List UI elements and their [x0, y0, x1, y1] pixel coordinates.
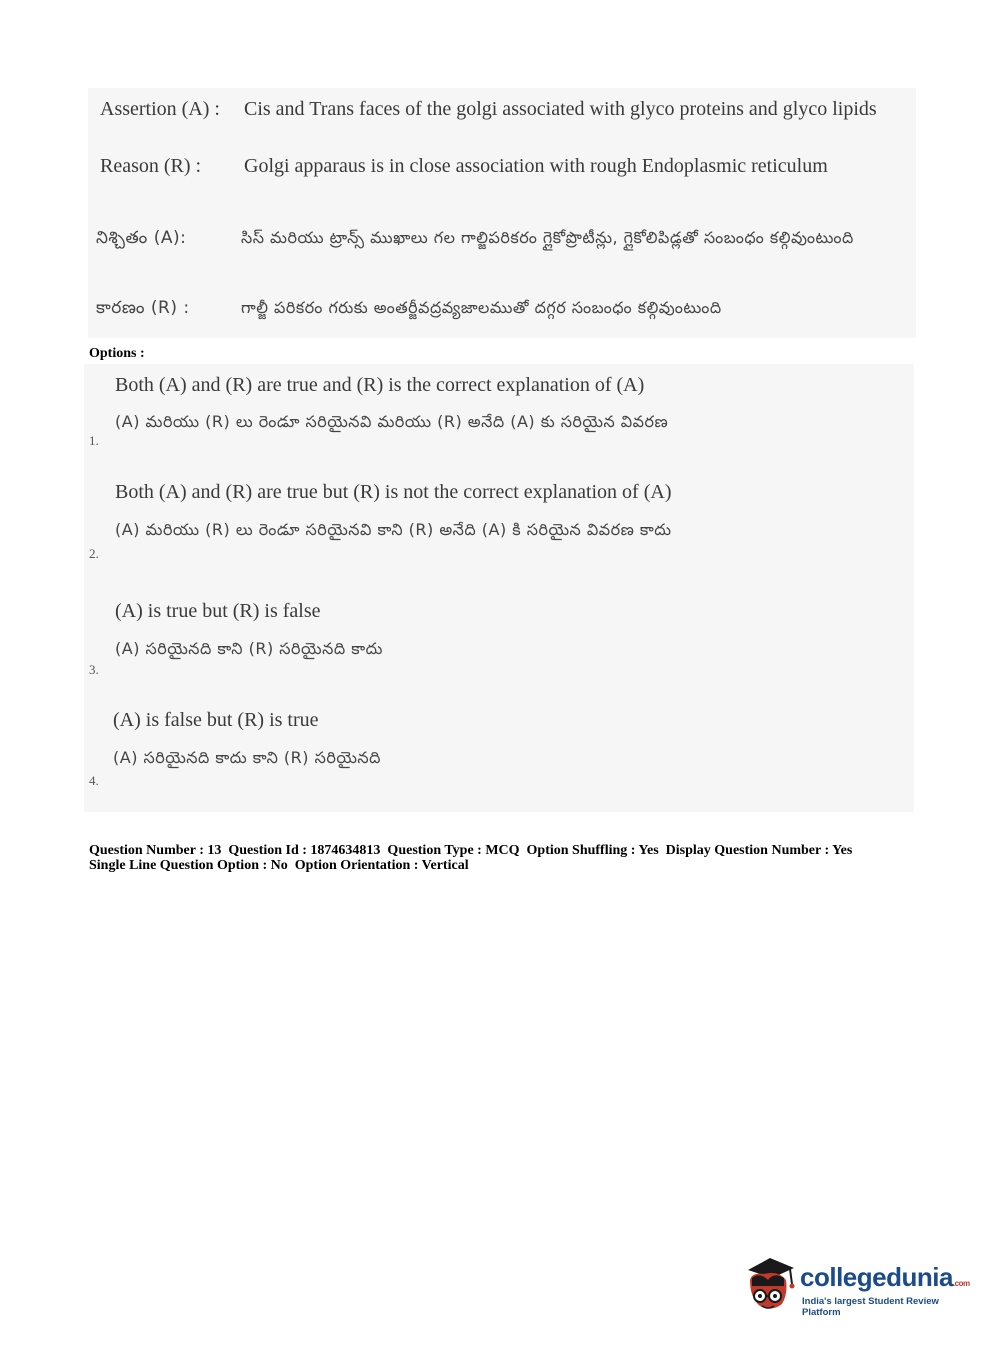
reason-row	[100, 153, 890, 180]
option-2-number: 2.	[89, 546, 99, 561]
assertion-text: Cis and Trans faces of the golgi associated with glyco proteins and glyco lipids	[244, 98, 877, 120]
reason-text: Golgi apparaus is in close association with rough Endoplasmic reticulum	[244, 155, 828, 177]
assertion-row-te	[96, 222, 886, 254]
logo-dotcom: .com	[952, 1279, 970, 1288]
reason-label: Reason (R) :	[100, 155, 202, 177]
reason-label-te: కారణం (R) :	[96, 298, 190, 318]
collegedunia-logo[interactable]	[742, 1250, 972, 1320]
reason-row-te	[96, 294, 886, 322]
logo-wordmark	[800, 1262, 970, 1293]
option-4-te: (A) సరియైనది కాదు కాని (R) సరియైనది	[113, 748, 381, 767]
mascot-icon	[742, 1250, 800, 1320]
option-1-number: 1.	[89, 433, 99, 448]
option-2-te: (A) మరియు (R) లు రెండూ సరియైనవి కాని (R) అనేది (A) కి సరియైన వివరణ కాదు	[115, 520, 672, 539]
question-metadata: Question Number : 13 Question Id : 1874634813 Question Type : MCQ Option Shuffling : Yes Display Question Number : Yes Single Line Question Option : No Option Orientation : Vertical	[89, 843, 853, 873]
option-3-number: 3.	[89, 662, 99, 677]
option-3-en: (A) is true but (R) is false	[115, 600, 321, 622]
reason-text-te: గాల్జీ పరికరం గరుకు అంతర్జీవద్రవ్యజాలముతో దగ్గర సంబంధం కల్గివుంటుంది	[241, 298, 722, 317]
assertion-label-te: నిశ్చితం (A):	[96, 228, 187, 248]
option-4-en: (A) is false but (R) is true	[113, 709, 319, 731]
option-4-number: 4.	[89, 773, 99, 788]
options-heading: Options :	[89, 346, 145, 361]
logo-tagline: India's largest Student Review Platform	[802, 1296, 939, 1318]
option-2-en: Both (A) and (R) are true but (R) is not the correct explanation of (A)	[115, 481, 672, 503]
assertion-text-te: సిస్ మరియు ట్రాన్స్ ముఖాలు గల గాల్జిపరికరం గ్లైకోప్రొటీన్లు, గ్లైకోలిపిడ్లతో సంబంధం కల్గివుంటుంది	[241, 228, 854, 247]
option-1-en: Both (A) and (R) are true and (R) is the correct explanation of (A)	[115, 374, 645, 396]
assertion-label: Assertion (A) :	[100, 98, 220, 120]
option-1-te: (A) మరియు (R) లు రెండూ సరియైనవి మరియు (R) అనేది (A) కు సరియైన వివరణ	[115, 412, 669, 431]
option-3-te: (A) సరియైనది కాని (R) సరియైనది కాదు	[115, 639, 383, 658]
logo-name: collegedunia	[800, 1262, 953, 1292]
assertion-row	[100, 96, 890, 123]
